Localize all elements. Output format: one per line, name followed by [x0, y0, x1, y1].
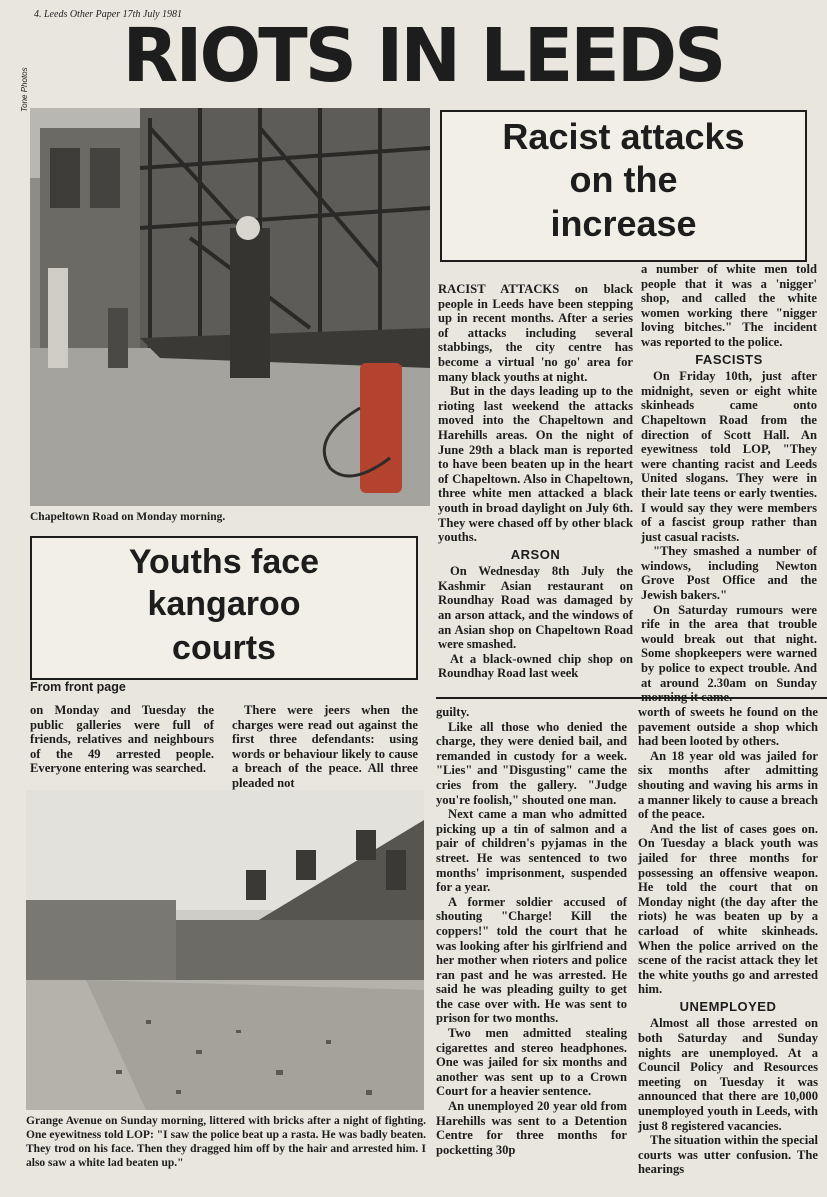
- page-folio: 4. Leeds Other Paper 17th July 1981: [34, 9, 183, 20]
- racist-col2-p2: On Friday 10th, just after midnight, seven or eight white skinheads came onto Chapeltown Road from the direction of Scott Hall. An eyewitness told LOP, "They were chanting racist and Leeds United slogans. They were in their late teens or early twenties. I would say they were members of a fascist group rather than just casual racists.: [641, 369, 817, 544]
- from-front-page-label: From front page: [30, 680, 126, 694]
- racist-col2-p3: "They smashed a number of windows, including Newton Grove Post Office and the Jewish bakers.": [641, 544, 817, 603]
- youths-title-line2: kangaroo: [147, 585, 301, 623]
- youths-column-4: [638, 705, 818, 1177]
- racist-attacks-title-line2: on the: [569, 159, 678, 200]
- subhead-fascists: FASCISTS: [695, 351, 763, 367]
- youths-title-line1: Youths face: [128, 543, 320, 581]
- youths-col1-text: on Monday and Tuesday the public galleries were full of friends, relatives and neighbours of the 49 arrested people. Everyone entering was searched.: [30, 703, 214, 776]
- grange-avenue-photo: [26, 790, 424, 1110]
- youths-col3-p6: An unemployed 20 year old from Harehills was sent to a Detention Centre for three months for pocketting 30p: [436, 1099, 627, 1157]
- youths-col2-text: There were jeers when the charges were read out against the first three defendants: using words or behaviour likely to cause a breach of the peace. All three pleaded not: [232, 703, 418, 790]
- youths-col4-p4: Almost all those arrested on both Saturday and Sunday nights are unemployed. At a Council Policy and Resources meeting on Tuesday it was announced that there are 10,000 unemployed youth in Leeds, with just 8 registered vacancies.: [638, 1016, 818, 1133]
- youths-col3-p1: guilty.: [436, 705, 470, 719]
- youths-col4-p5: The situation within the special courts was utter confusion. The hearings: [638, 1133, 818, 1177]
- youths-col3-p4: A former soldier accused of shouting "Charge! Kill the coppers!" told the court that he was looking after his girlfriend and her mother when rioters and police ran past and he was arrested. He said he was pleading guilty to get the case over with. He was sent to prison for two months.: [436, 894, 627, 1026]
- youths-col4-p2: An 18 year old was jailed for six months after admitting shouting and waving his arms in a manner likely to cause a breach of the peace.: [638, 748, 818, 822]
- racist-attacks-title-line1: Racist attacks: [502, 116, 745, 157]
- burnt-building-illustration: [30, 108, 430, 506]
- racist-attacks-headline-box: [440, 110, 807, 262]
- youths-col4-p3: And the list of cases goes on. On Tuesday a black youth was jailed for three months for possessing an offensive weapon. He told the court that on Monday night (the day after the riots) he was beaten up by a carload of white skinheads. When the police arrived on the scene of the racist attack they let the white youths go and arrested him.: [638, 821, 818, 997]
- street-scene-illustration: [26, 790, 424, 1110]
- racist-col2-p1: a number of white men told people that it was a 'nigger' shop, and called the white women working there "nigger loving bitches." The incident was reported to the police.: [641, 262, 817, 349]
- bottom-photo-caption: Grange Avenue on Sunday morning, littered with bricks after a night of fighting. One eyewitness told LOP: "I saw the police beat up a rasta. He was badly beaten. They trod on his face. Then they dragged him off by the hair and arrested him. I also saw a white lad beaten up.": [26, 1115, 426, 1169]
- photo-credit: Tone Photos: [20, 67, 29, 112]
- subhead-unemployed: UNEMPLOYED: [679, 998, 777, 1014]
- racist-col1-p4: At a black-owned chip shop on Roundhay Road last week: [438, 651, 633, 681]
- racist-attacks-title-line3: increase: [550, 203, 697, 244]
- racist-col1-p1: RACIST ATTACKS on black people in Leeds have been stepping up in recent months. After a series of attacks including several stabbings, the city centre has become a virtual 'no go' area for many black youths at night.: [438, 282, 633, 384]
- youths-column-1: [30, 703, 214, 776]
- youths-col3-p2: Like all those who denied the charge, they were denied bail, and remanded in custody for a week. "Lies" and "Disgusting" came the cries from the gallery. "Judge you're foolish," shouted one man.: [436, 719, 627, 807]
- youths-column-2: [232, 703, 418, 791]
- top-photo-caption: Chapeltown Road on Monday morning.: [30, 511, 226, 523]
- youths-col4-p1: worth of sweets he found on the pavement outside a shop which had been looted by others.: [638, 705, 818, 749]
- racist-col1-p3: On Wednesday 8th July the Kashmir Asian restaurant on Roundhay Road was damaged by an arson attack, and the windows of an Asian shop on Chapeltown Road were smashed.: [438, 564, 633, 652]
- racist-col2-p4: On Saturday rumours were rife in the area that trouble would break out that night. Some shopkeepers were warned by police to expect trouble. And at around 2.30am on Sunday: [641, 602, 817, 690]
- racist-story-column-2: [641, 262, 817, 705]
- story-divider-rule: [436, 697, 827, 699]
- racist-col1-p2: But in the days leading up to the rioting last weekend the attacks moved into the Chapeltown and Harehills areas. On the night of June 29th a black man is reported to have been beaten up in the heart of Chapeltown. Also in Chapeltown, three white men attacked a black youth in broad daylight on July 6th. They were chased off by other black youths.: [438, 384, 633, 545]
- youths-column-3: [436, 705, 627, 1157]
- youths-face-headline-box: [30, 536, 418, 680]
- chapeltown-road-photo: [30, 108, 430, 506]
- youths-title-line3: courts: [172, 629, 276, 667]
- racist-story-column-1: [438, 282, 633, 681]
- youths-col3-p3: Next came a man who admitted picking up a tin of salmon and a pair of children's pyjamas in the street. He was sentenced to two months' imprisonment, suspended for a year.: [436, 807, 627, 895]
- main-headline: RIOTS IN LEEDS: [122, 13, 724, 99]
- youths-col3-p5: Two men admitted stealing cigarettes and stereo headphones. One was jailed for six months and another was sent up to a Crown Court for a heavier sentence.: [436, 1026, 627, 1099]
- subhead-arson: ARSON: [510, 546, 561, 562]
